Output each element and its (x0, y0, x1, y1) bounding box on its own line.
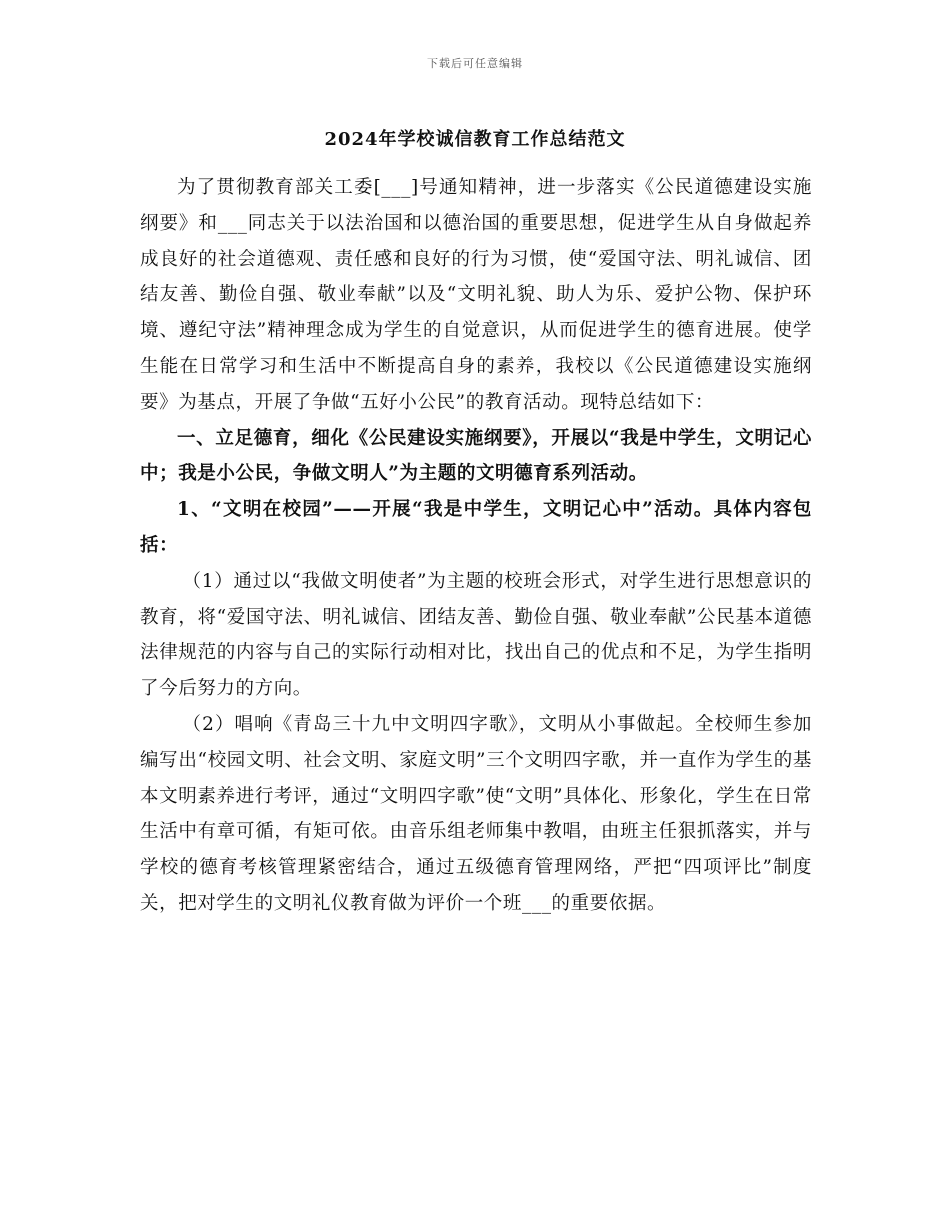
subsection-heading-1: 1、“文明在校园”——开展“我是中学生，文明记心中”活动。具体内容包括： (140, 499, 812, 556)
document-title: 2024年学校诚信教育工作总结范文 (324, 129, 626, 150)
header-note: 下载后可任意编辑 (427, 57, 523, 70)
document-body (140, 170, 812, 922)
item-paragraph-1: （1）通过以“我做文明使者”为主题的校班会形式，对学生进行思想意识的教育，将“爱国守法、明礼诚信、团结友善、勤俭自强、敬业奉献”公民基本道德法律规范的内容与自己的实际行动相对比，找出自己的优点和不足，为学生指明了今后努力的方向。 (140, 570, 812, 700)
intro-paragraph: 为了贯彻教育部关工委[___]号通知精神，进一步落实《公民道德建设实施纲要》和___同志关于以法治国和以德治国的重要思想，促进学生从自身做起养成良好的社会道德观、责任感和良好的行为习惯，使“爱国守法、明礼诚信、团结友善、勤俭自强、敬业奉献”以及“文明礼貌、助人为乐、爱护公物、保护环境、遵纪守法”精神理念成为学生的自觉意识，从而促进学生的德育进展。使学生能在日常学习和生活中不断提高自身的素养，我校以《公民道德建设实施纲要》为基点，开展了争做“五好小公民”的教育活动。现特总结如下： (140, 177, 812, 413)
section-heading-1: 一、立足德育，细化《公民建设实施纲要》，开展以“我是中学生，文明记心中；我是小公民，争做文明人”为主题的文明德育系列活动。 (140, 427, 812, 485)
item-paragraph-2: （2）唱响《青岛三十九中文明四字歌》，文明从小事做起。全校师生参加编写出“校园文明、社会文明、家庭文明”三个文明四字歌，并一直作为学生的基本文明素养进行考评，通过“文明四字歌”使“文明”具体化、形象化，学生在日常生活中有章可循，有矩可依。由音乐组老师集中教唱，由班主任狠抓落实，并与学校的德育考核管理紧密结合，通过五级德育管理网络，严把“四项评比”制度关，把对学生的文明礼仪教育做为评价一个班___的重要依据。 (140, 713, 812, 914)
